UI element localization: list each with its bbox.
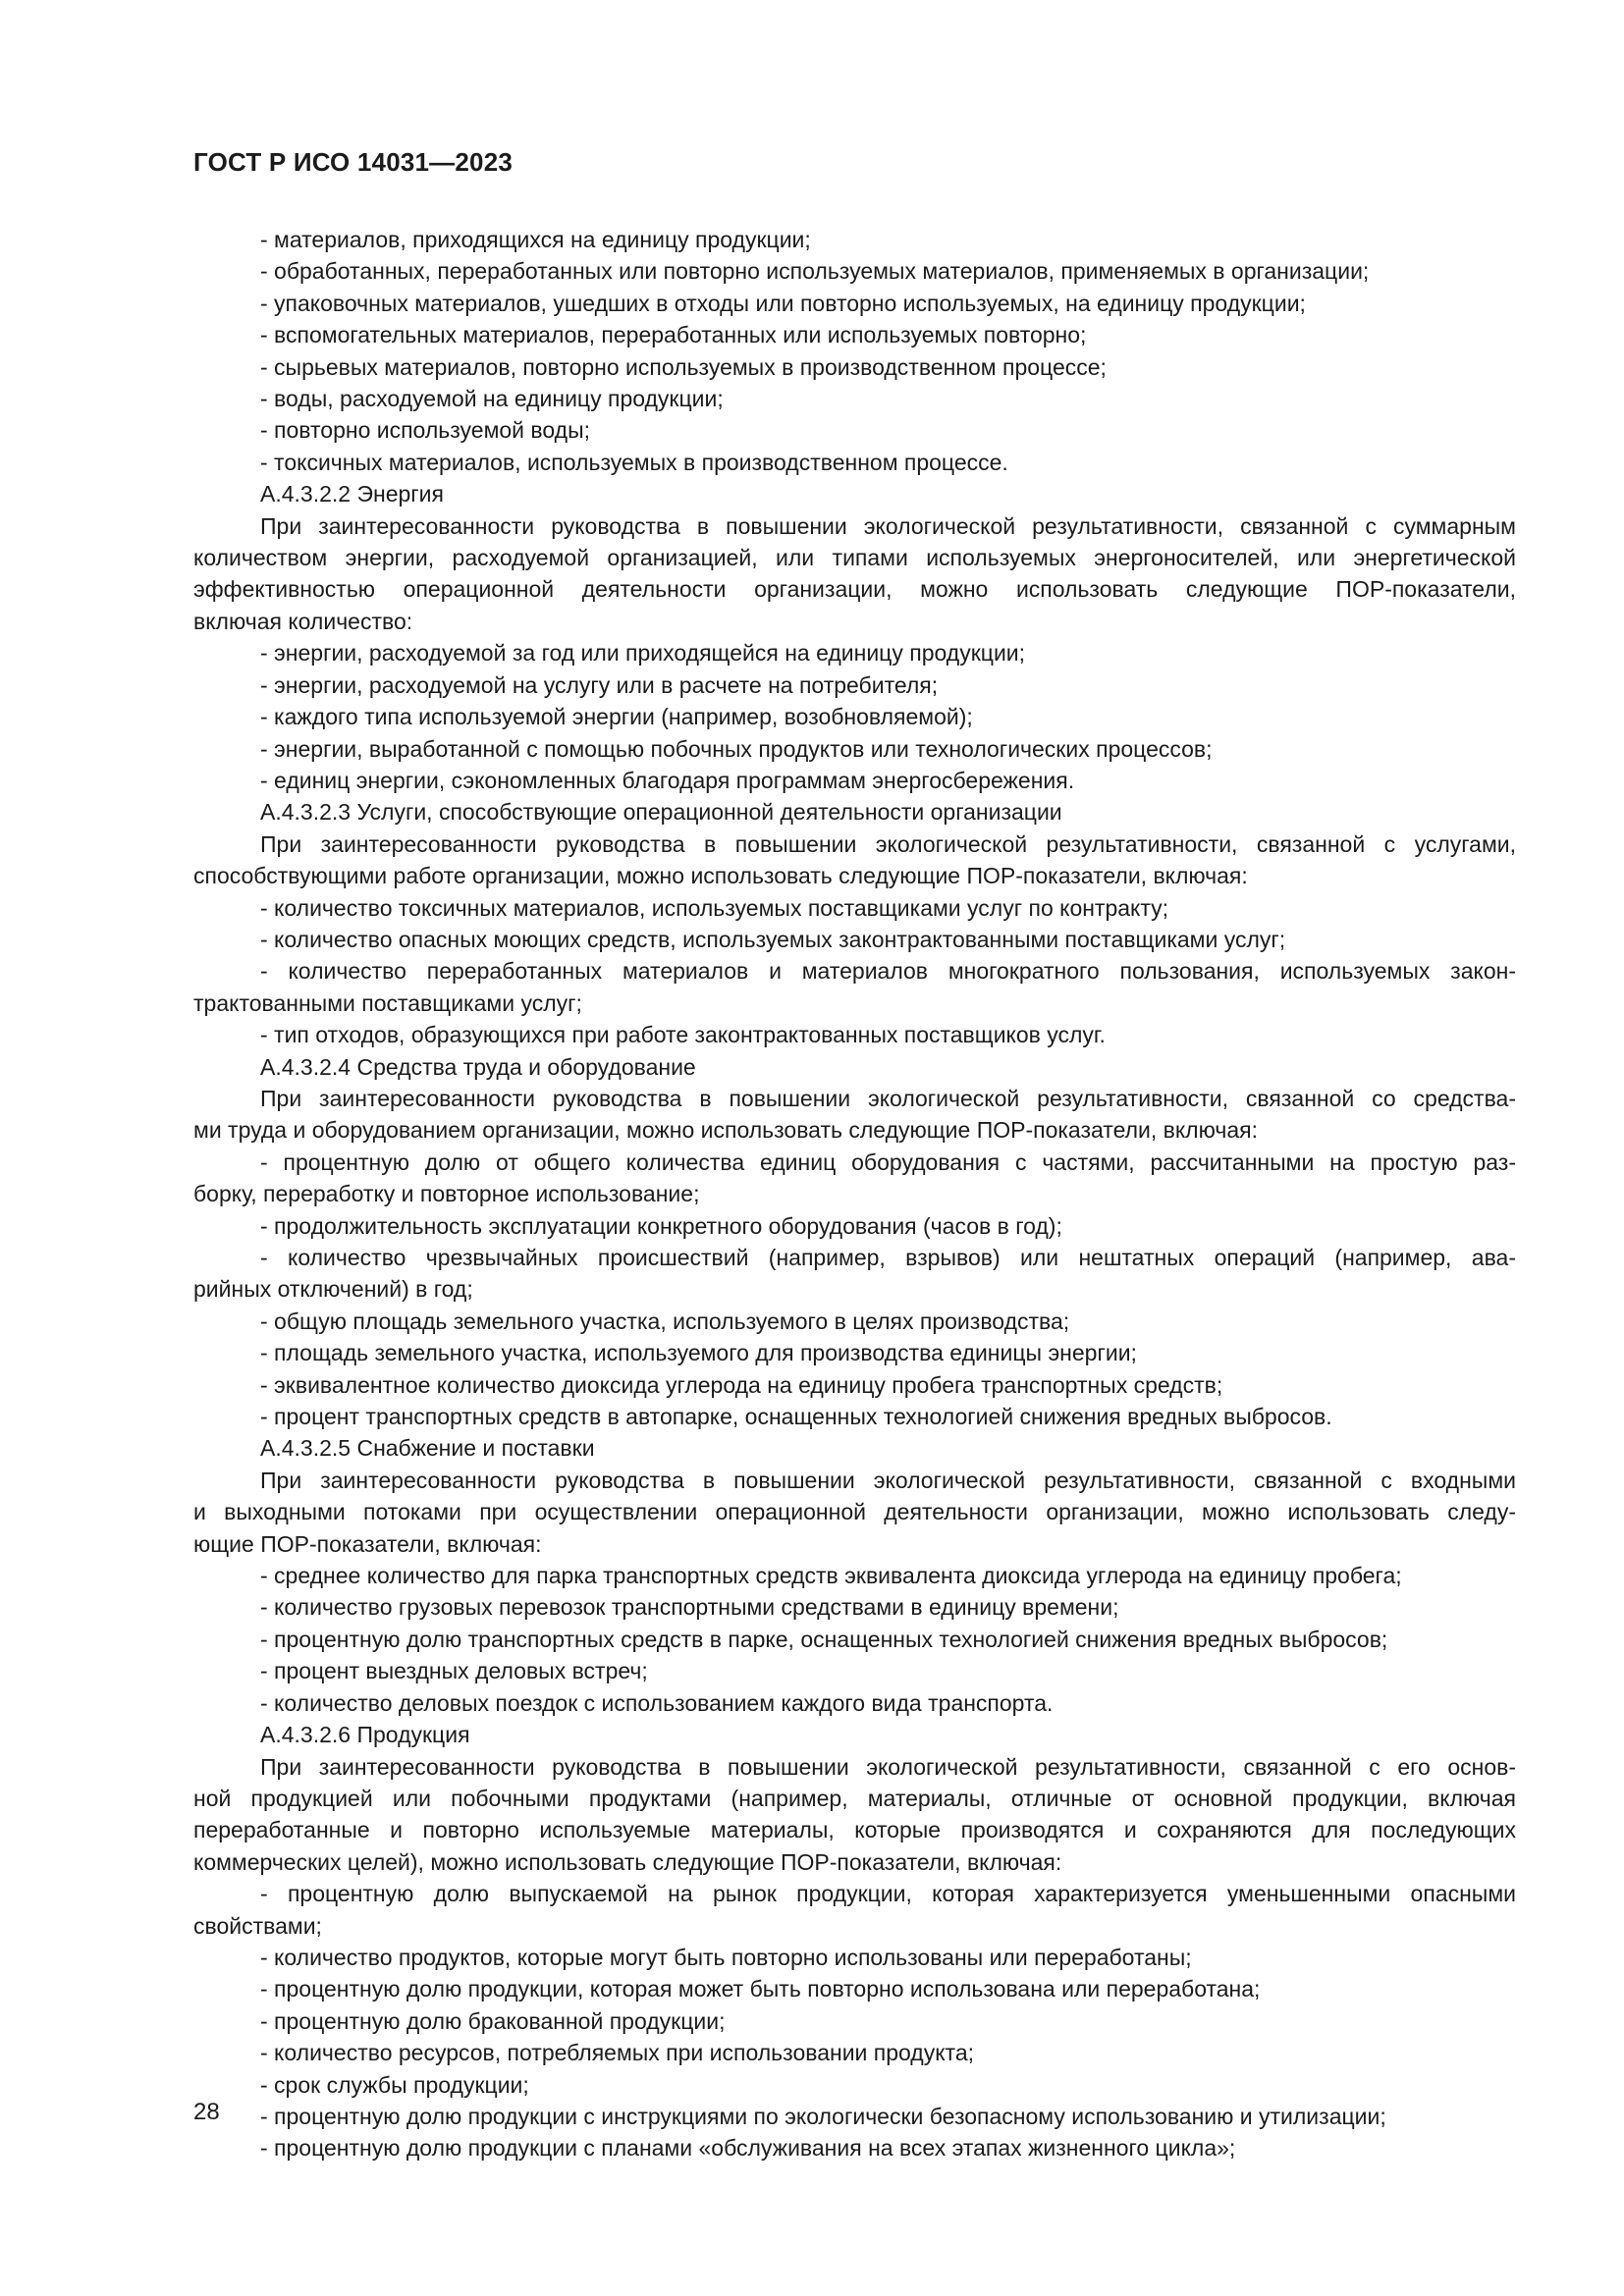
text-line: - каждого типа используемой энергии (например, возобновляемой);: [260, 704, 973, 730]
text-line: трактованными поставщиками услуг;: [193, 989, 582, 1016]
text-line: - среднее количество для парка транспортных средств эквивалента диоксида углерода на единицу пробега;: [260, 1563, 1402, 1589]
text-line: количеством энергии, расходуемой организацией, или типами используемых энергоносителей, или энергетической: [193, 545, 1516, 571]
text-line: - количество грузовых перевозок транспортными средствами в единицу времени;: [260, 1594, 1119, 1621]
text-line: - количество ресурсов, потребляемых при использовании продукта;: [260, 2040, 975, 2066]
text-line: рийных отключений) в год;: [193, 1276, 473, 1303]
text-line: - упаковочных материалов, ушедших в отходы или повторно используемых, на единицу продукции;: [260, 290, 1306, 316]
text-line: - срок службы продукции;: [260, 2071, 529, 2098]
text-line: - процент транспортных средств в автопарке, оснащенных технологией снижения вредных выбросов.: [260, 1404, 1332, 1430]
text-line: - процентную долю продукции с инструкциями по экологически безопасному использованию и утилизации;: [260, 2103, 1386, 2129]
text-line: эффективностью операционной деятельности организации, можно использовать следующие ПОР-показатели,: [193, 576, 1516, 603]
text-line: - воды, расходуемой на единицу продукции;: [260, 386, 724, 412]
text-line: При заинтересованности руководства в повышении экологической результативности, связанной с входными: [260, 1467, 1516, 1493]
text-line: - токсичных материалов, используемых в производственном процессе.: [260, 449, 1008, 475]
text-line: - количество чрезвычайных происшествий (например, взрывов) или нештатных операций (например, ава-: [260, 1245, 1516, 1270]
text-line: - энергии, выработанной с помощью побочных продуктов или технологических процессов;: [260, 735, 1213, 762]
text-line: переработанные и повторно используемые материалы, которые производятся и сохраняются для последующих: [193, 1817, 1516, 1843]
text-line: А.4.3.2.6 Продукция: [260, 1722, 470, 1748]
text-line: - количество продуктов, которые могут быть повторно использованы или переработаны;: [260, 1944, 1192, 1970]
text-line: При заинтересованности руководства в повышении экологической результативности, связанной с его основ-: [260, 1753, 1516, 1780]
text-line: способствующими работе организации, можно использовать следующие ПОР-показатели, включая:: [193, 863, 1248, 889]
text-line: - энергии, расходуемой за год или приходящейся на единицу продукции;: [260, 640, 1026, 667]
text-line: - материалов, приходящихся на единицу продукции;: [260, 227, 811, 252]
text-line: и выходными потоками при осуществлении операционной деятельности организации, можно использовать следу-: [193, 1499, 1516, 1525]
standard-designation-header: ГОСТ Р ИСО 14031—2023: [193, 147, 514, 177]
text-line: - площадь земельного участка, используемого для производства единицы энергии;: [260, 1340, 1137, 1366]
text-line: борку, переработку и повторное использование;: [193, 1181, 700, 1207]
text-line: - процентную долю транспортных средств в парке, оснащенных технологией снижения вредных выбросов;: [260, 1626, 1388, 1652]
text-line: - количество опасных моющих средств, используемых законтрактованными поставщиками услуг;: [260, 926, 1286, 952]
text-line: коммерческих целей), можно использовать следующие ПОР-показатели, включая:: [193, 1848, 1062, 1875]
text-line: свойствами;: [193, 1912, 322, 1939]
text-line: При заинтересованности руководства в повышении экологической результативности, связанной со средства-: [260, 1085, 1516, 1111]
text-line: ми труда и оборудованием организации, можно использовать следующие ПОР-показатели, включая:: [193, 1117, 1258, 1144]
text-line: При заинтересованности руководства в повышении экологической результативности, связанной с суммарным: [260, 512, 1516, 539]
text-line: - обработанных, переработанных или повторно используемых материалов, применяемых в организации;: [260, 258, 1370, 285]
text-line: - продолжительность эксплуатации конкретного оборудования (часов в год);: [260, 1212, 1062, 1239]
text-line: - единиц энергии, сэкономленных благодаря программам энергосбережения.: [260, 767, 1075, 793]
document-body: [193, 224, 1516, 2164]
text-line: ющие ПОР-показатели, включая:: [193, 1530, 542, 1557]
text-line: А.4.3.2.4 Средства труда и оборудование: [260, 1053, 696, 1080]
text-line: - эквивалентное количество диоксида углерода на единицу пробега транспортных средств;: [260, 1371, 1223, 1398]
text-line: - количество токсичных материалов, используемых поставщиками услуг по контракту;: [260, 894, 1169, 921]
text-line: - вспомогательных материалов, переработанных или используемых повторно;: [260, 322, 1087, 348]
text-line: - количество переработанных материалов и материалов многократного пользования, используемых закон-: [260, 958, 1516, 985]
text-line: включая количество:: [193, 608, 413, 634]
text-line: - процент выездных деловых встреч;: [260, 1658, 648, 1684]
text-line: - общую площадь земельного участка, используемого в целях производства;: [260, 1308, 1070, 1334]
text-line: - процентную долю выпускаемой на рынок продукции, которая характеризуется уменьшенными опасными: [260, 1881, 1516, 1907]
text-line: При заинтересованности руководства в повышении экологической результативности, связанной с услугами,: [260, 830, 1516, 857]
text-line: - энергии, расходуемой на услугу или в расчете на потребителя;: [260, 671, 939, 698]
text-line: - процентную долю бракованной продукции;: [260, 2007, 726, 2034]
text-line: - количество деловых поездок с использованием каждого вида транспорта.: [260, 1689, 1054, 1716]
text-line: - тип отходов, образующихся при работе законтрактованных поставщиков услуг.: [260, 1022, 1106, 1048]
text-line: А.4.3.2.2 Энергия: [260, 481, 444, 507]
page-number: 28: [193, 2099, 220, 2125]
text-line: - сырьевых материалов, повторно используемых в производственном процессе;: [260, 353, 1107, 380]
text-line: - процентную долю от общего количества единиц оборудования с частями, рассчитанными на простую раз-: [260, 1148, 1516, 1175]
text-line: - процентную долю продукции, которая может быть повторно использована или переработана;: [260, 1976, 1261, 2002]
text-line: А.4.3.2.3 Услуги, способствующие операционной деятельности организации: [260, 799, 1062, 826]
text-line: А.4.3.2.5 Снабжение и поставки: [260, 1435, 595, 1462]
text-line: ной продукцией или побочными продуктами (например, материалы, отличные от основной продукции, включая: [193, 1785, 1516, 1811]
text-line: - процентную долю продукции с планами «обслуживания на всех этапах жизненного цикла»;: [260, 2135, 1236, 2162]
text-line: - повторно используемой воды;: [260, 417, 590, 444]
